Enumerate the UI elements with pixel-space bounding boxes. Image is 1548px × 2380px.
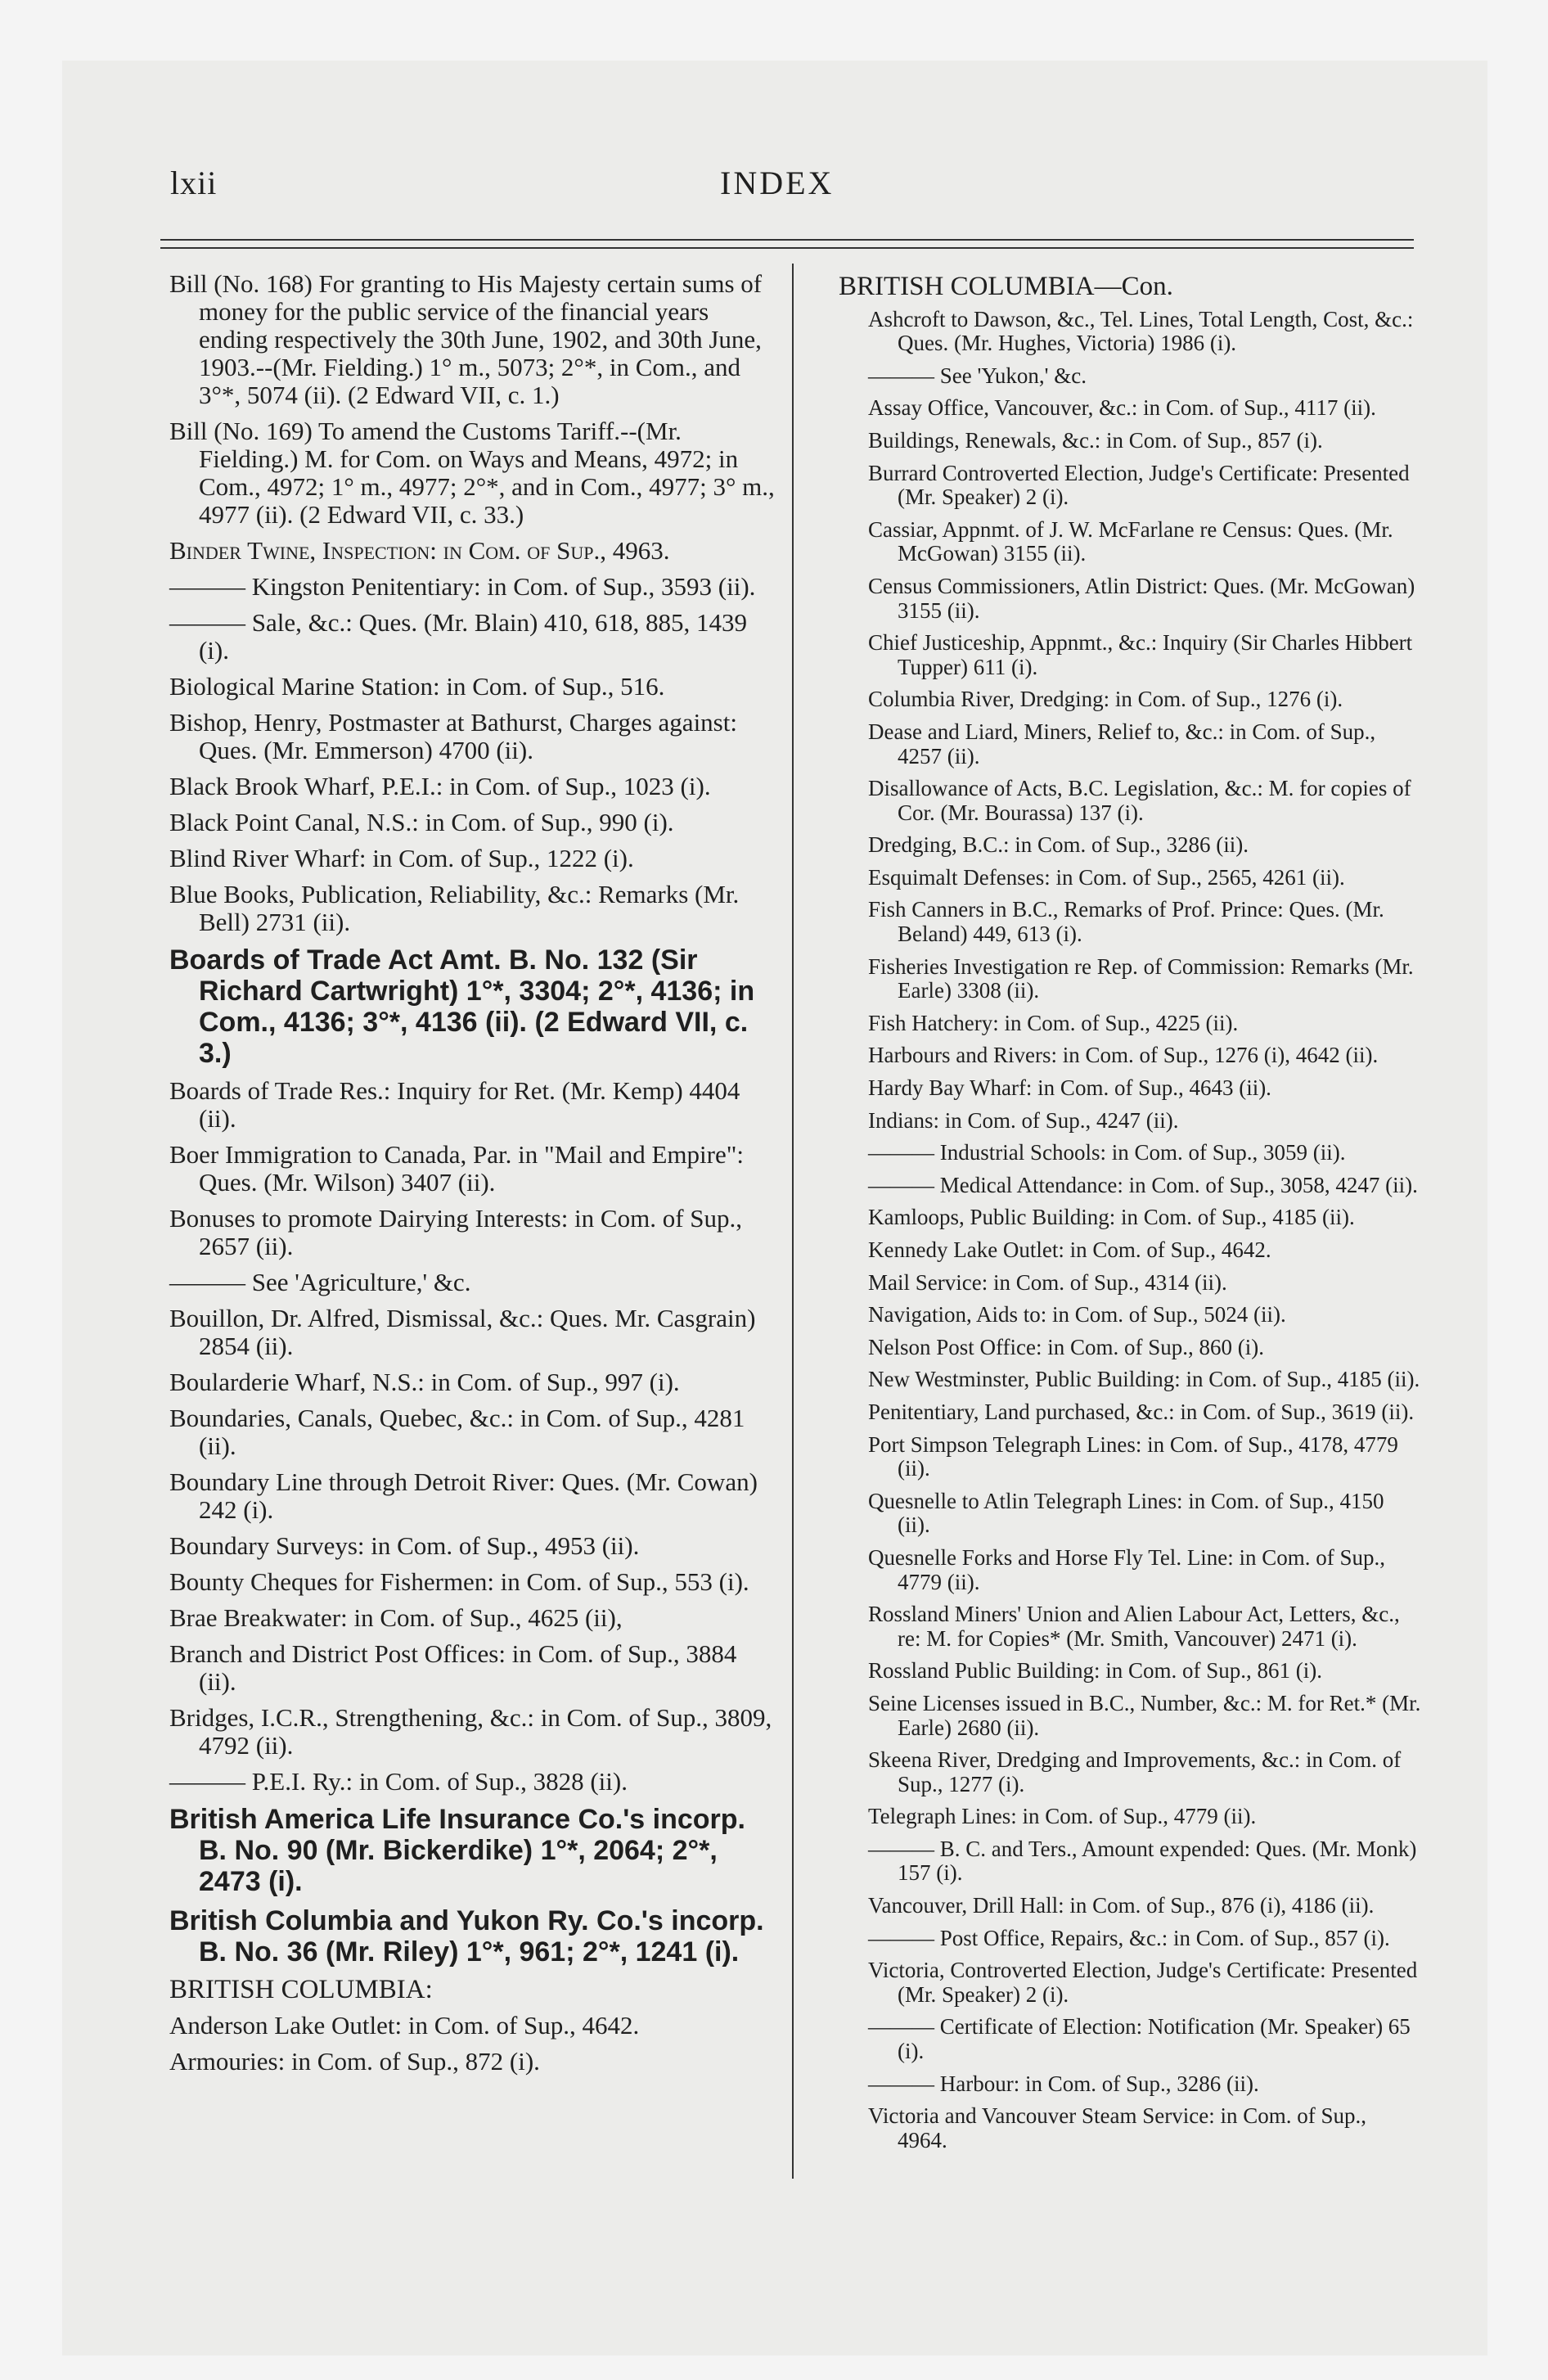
index-entry: Indians: in Com. of Sup., 4247 (ii).	[868, 1107, 1179, 1133]
index-entry: Biological Marine Station: in Com. of Sup., 516.	[169, 672, 665, 701]
index-entry: Fisheries Investigation re Rep. of Commission: Remarks (Mr. Earle) 3308 (ii).	[868, 953, 1414, 1003]
index-entry: Blue Books, Publication, Reliability, &c.: Remarks (Mr. Bell) 2731 (ii).	[169, 880, 740, 936]
index-entry: Cassiar, Appnmt. of J. W. McFarlane re Census: Ques. (Mr. McGowan) 3155 (ii).	[868, 516, 1393, 566]
column-divider	[792, 264, 794, 2179]
index-entry: Bounty Cheques for Fishermen: in Com. of Sup., 553 (i).	[169, 1567, 749, 1596]
index-entry: Black Point Canal, N.S.: in Com. of Sup., 990 (i).	[169, 808, 674, 836]
index-entry: Assay Office, Vancouver, &c.: in Com. of Sup., 4117 (ii).	[868, 395, 1376, 421]
index-entry: Kamloops, Public Building: in Com. of Sup., 4185 (ii).	[868, 1205, 1355, 1230]
index-entry: Rossland Miners' Union and Alien Labour Act, Letters, &c., re: M. for Copies* (Mr. Smith, Vancouver) 2471 (i).	[868, 1602, 1400, 1651]
index-entry: Victoria and Vancouver Steam Service: in Com. of Sup., 4964.	[868, 2103, 1367, 2152]
index-subentry: ——— See 'Agriculture,' &c.	[169, 1268, 471, 1296]
index-entry: Bill (No. 169) To amend the Customs Tariff.--(Mr. Fielding.) M. for Com. on Ways and Means, 4972; in Com., 4972; 1° m., 4977; 2°*, and in Com., 4977; 3° m., 4977 (ii). (2 Edward VII, c. 33.)	[169, 417, 775, 529]
index-entry: Port Simpson Telegraph Lines: in Com. of Sup., 4178, 4779 (ii).	[868, 1431, 1398, 1481]
index-entry: Brae Breakwater: in Com. of Sup., 4625 (ii),	[169, 1603, 623, 1632]
index-entry: Dredging, B.C.: in Com. of Sup., 3286 (ii).	[868, 832, 1249, 858]
index-entry: Ashcroft to Dawson, &c., Tel. Lines, Total Length, Cost, &c.: Ques. (Mr. Hughes, Victoria) 1986 (i).	[868, 306, 1414, 356]
index-subentry: ——— Sale, &c.: Ques. (Mr. Blain) 410, 618, 885, 1439 (i).	[169, 608, 748, 665]
index-entry: Seine Licenses issued in B.C., Number, &c.: M. for Ret.* (Mr. Earle) 2680 (ii).	[868, 1690, 1421, 1740]
index-entry-bill: Boards of Trade Act Amt. B. No. 132 (Sir Richard Cartwright) 1°*, 3304; 2°*, 4136; in Com., 4136; 3°*, 4136 (ii). (2 Edward VII, c. 3.)	[169, 944, 755, 1069]
index-entry: Boundary Line through Detroit River: Ques. (Mr. Cowan) 242 (i).	[169, 1467, 758, 1524]
index-entry: Chief Justiceship, Appnmt., &c.: Inquiry (Sir Charles Hibbert Tupper) 611 (i).	[868, 630, 1413, 679]
left-column	[169, 270, 776, 2084]
index-entry: Vancouver, Drill Hall: in Com. of Sup., 876 (i), 4186 (ii).	[868, 1893, 1375, 1918]
index-entry: Victoria, Controverted Election, Judge's Certificate: Presented (Mr. Speaker) 2 (i).	[868, 1958, 1418, 2007]
index-subentry: Anderson Lake Outlet: in Com. of Sup., 4642.	[169, 2011, 640, 2040]
index-entry: Kennedy Lake Outlet: in Com. of Sup., 4642.	[868, 1237, 1271, 1262]
index-entry: Bishop, Henry, Postmaster at Bathurst, Charges against: Ques. (Mr. Emmerson) 4700 (ii).	[169, 708, 737, 764]
index-entry: Bill (No. 168) For granting to His Majesty certain sums of money for the public service of the financial years ending respectively the 30th June, 1902, and 30th June, 1903.--(Mr. Fielding.) 1° m., 5073; 2°*, in Com., and 3°*, 5074 (ii). (2 Edward VII, c. 1.)	[169, 269, 763, 409]
index-entry: Census Commissioners, Atlin District: Ques. (Mr. McGowan) 3155 (ii).	[868, 573, 1415, 623]
index-entry: Blind River Wharf: in Com. of Sup., 1222 (i).	[169, 844, 634, 872]
index-entry: New Westminster, Public Building: in Com. of Sup., 4185 (ii).	[868, 1367, 1420, 1392]
index-entry: Quesnelle Forks and Horse Fly Tel. Line: in Com. of Sup., 4779 (ii).	[868, 1544, 1386, 1594]
index-entry: Fish Hatchery: in Com. of Sup., 4225 (ii).	[868, 1010, 1239, 1035]
index-entry: ——— Medical Attendance: in Com. of Sup., 3058, 4247 (ii).	[868, 1172, 1418, 1197]
right-column	[839, 270, 1421, 2161]
index-subentry: Armouries: in Com. of Sup., 872 (i).	[169, 2047, 540, 2076]
running-head: INDEX	[720, 165, 835, 201]
index-entry: Penitentiary, Land purchased, &c.: in Com. of Sup., 3619 (ii).	[868, 1399, 1415, 1424]
index-entry: Bouillon, Dr. Alfred, Dismissal, &c.: Ques. Mr. Casgrain) 2854 (ii).	[169, 1304, 756, 1360]
index-entry: Binder Twine, Inspection: in Com. of Sup., 4963.	[169, 536, 670, 565]
index-entry: Columbia River, Dredging: in Com. of Sup., 1276 (i).	[868, 687, 1343, 712]
index-entry: Navigation, Aids to: in Com. of Sup., 5024 (ii).	[868, 1302, 1286, 1327]
right-entry-list	[839, 308, 1421, 2153]
index-entry: Quesnelle to Atlin Telegraph Lines: in Com. of Sup., 4150 (ii).	[868, 1488, 1384, 1538]
index-entry: Boundaries, Canals, Quebec, &c.: in Com. of Sup., 4281 (ii).	[169, 1404, 745, 1460]
index-entry: Hardy Bay Wharf: in Com. of Sup., 4643 (ii).	[868, 1075, 1271, 1101]
page-number: lxii	[170, 165, 218, 201]
index-entry: Harbours and Rivers: in Com. of Sup., 1276 (i), 4642 (ii).	[868, 1043, 1379, 1068]
index-entry: Esquimalt Defenses: in Com. of Sup., 2565, 4261 (ii).	[868, 864, 1345, 890]
index-entry: Burrard Controverted Election, Judge's Certificate: Presented (Mr. Speaker) 2 (i).	[868, 460, 1410, 510]
index-entry: Boundary Surveys: in Com. of Sup., 4953 (ii).	[169, 1531, 640, 1560]
index-entry-bill: British America Life Insurance Co.'s incorp. B. No. 90 (Mr. Bickerdike) 1°*, 2064; 2°*, 2473 (i).	[169, 1804, 746, 1897]
index-entry: Nelson Post Office: in Com. of Sup., 860 (i).	[868, 1334, 1264, 1359]
index-entry: Buildings, Renewals, &c.: in Com. of Sup., 857 (i).	[868, 427, 1323, 453]
index-entry: ——— See 'Yukon,' &c.	[868, 363, 1087, 388]
index-entry: Dease and Liard, Miners, Relief to, &c.: in Com. of Sup., 4257 (ii).	[868, 719, 1376, 769]
section-heading: BRITISH COLUMBIA:	[169, 1975, 433, 2004]
index-entry: ——— Certificate of Election: Notification (Mr. Speaker) 65 (i).	[868, 2014, 1411, 2064]
index-subentry: ——— P.E.I. Ry.: in Com. of Sup., 3828 (ii).	[169, 1767, 628, 1796]
index-entry: Bonuses to promote Dairying Interests: in Com. of Sup., 2657 (ii).	[169, 1204, 743, 1260]
index-entry: ——— Industrial Schools: in Com. of Sup., 3059 (ii).	[868, 1140, 1346, 1165]
index-entry: Skeena River, Dredging and Improvements, &c.: in Com. of Sup., 1277 (i).	[868, 1747, 1402, 1796]
section-heading: BRITISH COLUMBIA—Con.	[839, 272, 1173, 301]
index-entry: Bridges, I.C.R., Strengthening, &c.: in Com. of Sup., 3809, 4792 (ii).	[169, 1703, 772, 1760]
index-entry: Black Brook Wharf, P.E.I.: in Com. of Sup., 1023 (i).	[169, 772, 711, 800]
index-entry: Mail Service: in Com. of Sup., 4314 (ii).	[868, 1269, 1227, 1295]
index-entry: Fish Canners in B.C., Remarks of Prof. Prince: Ques. (Mr. Beland) 449, 613 (i).	[868, 897, 1384, 947]
index-entry: ——— Post Office, Repairs, &c.: in Com. of Sup., 857 (i).	[868, 1925, 1390, 1950]
index-entry: Boularderie Wharf, N.S.: in Com. of Sup., 997 (i).	[169, 1368, 680, 1396]
index-entry: ——— Harbour: in Com. of Sup., 3286 (ii).	[868, 2071, 1259, 2096]
header-rule	[160, 247, 1414, 249]
index-subentry: ——— Kingston Penitentiary: in Com. of Sup., 3593 (ii).	[169, 572, 756, 601]
index-entry-bill: British Columbia and Yukon Ry. Co.'s incorp. B. No. 36 (Mr. Riley) 1°*, 961; 2°*, 1241 (i).	[169, 1905, 764, 1968]
index-entry: Branch and District Post Offices: in Com. of Sup., 3884 (ii).	[169, 1639, 737, 1696]
header-rule	[160, 239, 1414, 241]
index-entry: Rossland Public Building: in Com. of Sup., 861 (i).	[868, 1658, 1323, 1684]
index-entry: Boards of Trade Res.: Inquiry for Ret. (Mr. Kemp) 4404 (ii).	[169, 1076, 740, 1133]
index-entry: ——— B. C. and Ters., Amount expended: Ques. (Mr. Monk) 157 (i).	[868, 1836, 1417, 1886]
index-entry: Disallowance of Acts, B.C. Legislation, &c.: M. for copies of Cor. (Mr. Bourassa) 137 (i).	[868, 776, 1411, 825]
index-entry: Boer Immigration to Canada, Par. in "Mail and Empire": Ques. (Mr. Wilson) 3407 (ii).	[169, 1140, 744, 1197]
index-entry: Telegraph Lines: in Com. of Sup., 4779 (ii).	[868, 1804, 1257, 1829]
